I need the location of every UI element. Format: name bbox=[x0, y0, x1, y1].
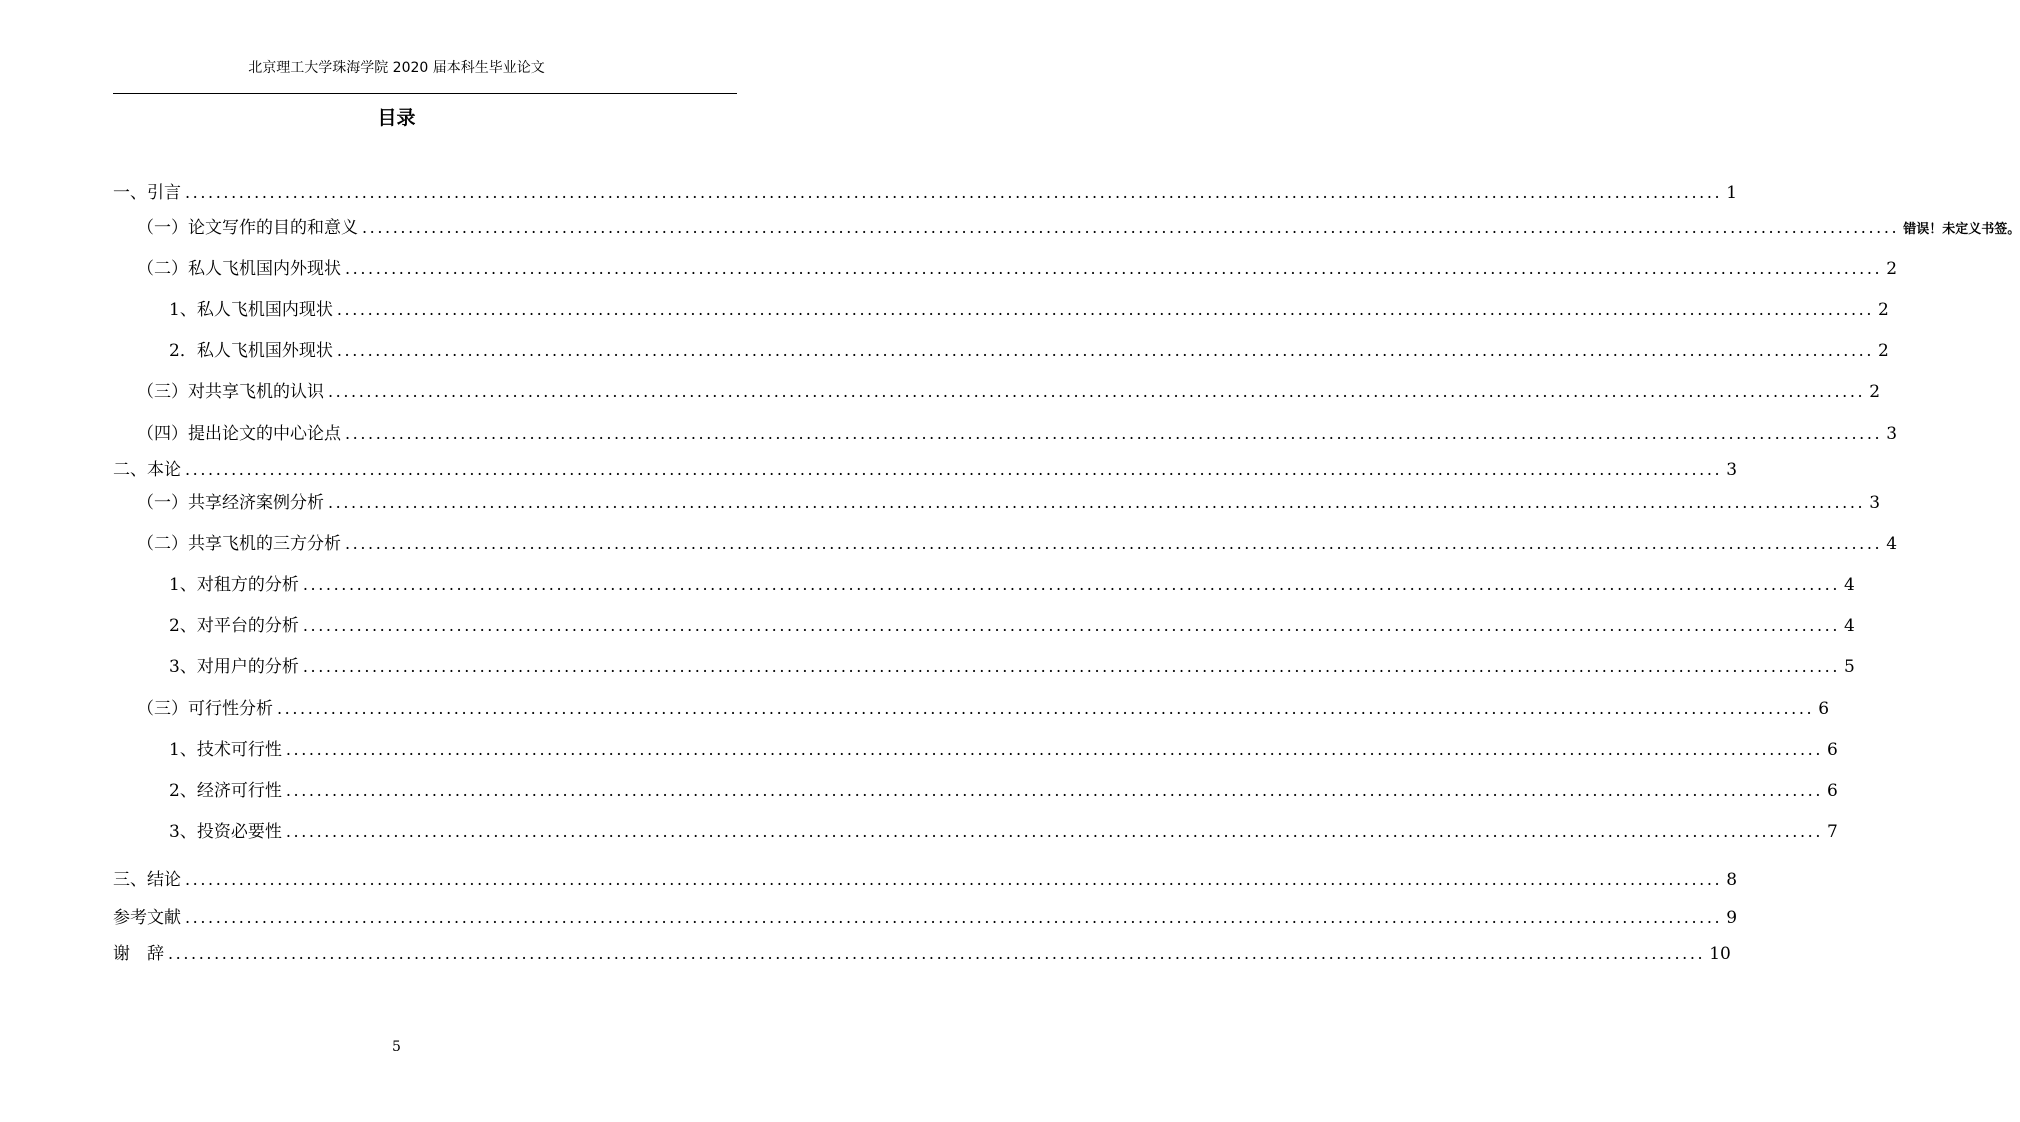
toc-dot-leader: ........................................................................................................................................................................................................ bbox=[302, 575, 1841, 594]
toc-entry[interactable] bbox=[169, 654, 1855, 680]
toc-dot-leader: ........................................................................................................................................................................................................ bbox=[328, 382, 1866, 401]
toc-entry-label: 1、技术可行性 bbox=[169, 740, 282, 760]
toc-entry-label: （二）共享飞机的三方分析 bbox=[137, 534, 341, 554]
toc-title: 目录 bbox=[377, 107, 416, 129]
toc-entry-page: 4 bbox=[1844, 575, 1855, 595]
toc-entry-page: 2 bbox=[1886, 259, 1898, 279]
toc-entry[interactable] bbox=[137, 379, 1881, 405]
toc-entry-page: 10 bbox=[1709, 944, 1731, 964]
toc-entry[interactable] bbox=[113, 457, 1738, 483]
page-header: 北京理工大学珠海学院 2020 届本科生毕业论文 bbox=[248, 60, 545, 76]
toc-entry-page: 3 bbox=[1886, 424, 1898, 444]
toc-entry-label: 1、私人飞机国内现状 bbox=[169, 300, 333, 320]
toc-entry-label: 一、引言 bbox=[113, 183, 181, 203]
toc-dot-leader: ........................................................................................................................................................................................................ bbox=[277, 699, 1815, 718]
toc-dot-leader: ........................................................................................................................................................................................................ bbox=[185, 870, 1723, 889]
toc-entry-page: 2 bbox=[1869, 382, 1881, 402]
toc-dot-leader: ........................................................................................................................................................................................................ bbox=[336, 341, 1875, 360]
toc-entry-page: 7 bbox=[1827, 822, 1838, 842]
toc-entry-label: 谢 辞 bbox=[113, 944, 164, 964]
toc-dot-leader: ........................................................................................................................................................................................................ bbox=[168, 944, 1706, 963]
toc-entry-label: 2、对平台的分析 bbox=[169, 616, 299, 636]
toc-entry[interactable] bbox=[113, 905, 1738, 931]
toc-entry[interactable] bbox=[137, 256, 1898, 282]
toc-entry-label: 2．私人飞机国外现状 bbox=[169, 341, 333, 361]
toc-entry-page: 5 bbox=[1844, 657, 1855, 677]
toc-entry[interactable] bbox=[169, 819, 1838, 845]
toc-dot-leader: ........................................................................................................................................................................................................ bbox=[345, 424, 1883, 443]
toc-entry-page: 3 bbox=[1869, 493, 1881, 513]
toc-entry-label: 二、本论 bbox=[113, 460, 181, 480]
toc-dot-leader: ........................................................................................................................................................................................................ bbox=[285, 740, 1824, 759]
toc-entry-label: 3、对用户的分析 bbox=[169, 657, 299, 677]
toc-entry-label: （三）对共享飞机的认识 bbox=[137, 382, 324, 402]
toc-entry-page: 6 bbox=[1818, 699, 1830, 719]
toc-entry-page: 1 bbox=[1726, 183, 1738, 203]
toc-entry[interactable] bbox=[169, 297, 1889, 323]
toc-entry[interactable] bbox=[113, 867, 1738, 893]
toc-entry[interactable] bbox=[169, 737, 1838, 763]
toc-entry-page: 4 bbox=[1844, 616, 1855, 636]
toc-entry-error: 错误！未定义书签。 bbox=[1903, 222, 2020, 237]
toc-dot-leader: ........................................................................................................................................................................................................ bbox=[285, 822, 1824, 841]
toc-dot-leader: ........................................................................................................................................................................................................ bbox=[345, 534, 1883, 553]
toc-entry[interactable] bbox=[113, 180, 1738, 206]
toc-entry-label: 3、投资必要性 bbox=[169, 822, 282, 842]
toc-entry-page: 3 bbox=[1726, 460, 1738, 480]
toc-dot-leader: ........................................................................................................................................................................................................ bbox=[328, 493, 1866, 512]
toc-entry[interactable] bbox=[169, 778, 1838, 804]
toc-entry-label: （四）提出论文的中心论点 bbox=[137, 424, 341, 444]
toc-entry-page: 2 bbox=[1878, 300, 1889, 320]
toc-entry-label: 参考文献 bbox=[113, 908, 181, 928]
toc-entry[interactable] bbox=[137, 531, 1898, 557]
toc-dot-leader: ........................................................................................................................................................................................................ bbox=[336, 300, 1875, 319]
toc-dot-leader: ........................................................................................................................................................................................................ bbox=[285, 781, 1824, 800]
toc-entry-page: 8 bbox=[1726, 870, 1738, 890]
toc-entry[interactable] bbox=[137, 696, 1830, 722]
toc-entry-label: （一）论文写作的目的和意义 bbox=[137, 218, 358, 238]
toc-entry[interactable] bbox=[137, 421, 1898, 447]
toc-entry[interactable] bbox=[169, 338, 1889, 364]
toc-entry-label: 三、结论 bbox=[113, 870, 181, 890]
toc-entry-page: 9 bbox=[1726, 908, 1738, 928]
toc-dot-leader: ........................................................................................................................................................................................................ bbox=[185, 908, 1723, 927]
toc-entry[interactable] bbox=[169, 572, 1855, 598]
toc-dot-leader: ........................................................................................................................................................................................................ bbox=[185, 460, 1723, 479]
page-number: 5 bbox=[392, 1039, 401, 1055]
toc-dot-leader: ........................................................................................................................................................................................................ bbox=[302, 657, 1841, 676]
toc-entry-label: 1、对租方的分析 bbox=[169, 575, 299, 595]
toc-entry-label: （二）私人飞机国内外现状 bbox=[137, 259, 341, 279]
toc-entry-page: 6 bbox=[1827, 781, 1838, 801]
toc-entry-page: 2 bbox=[1878, 341, 1889, 361]
toc-entry-label: 2、经济可行性 bbox=[169, 781, 282, 801]
toc-dot-leader: ........................................................................................................................................................................................................ bbox=[302, 616, 1841, 635]
toc-entry-label: （三）可行性分析 bbox=[137, 699, 273, 719]
toc-entry[interactable] bbox=[169, 613, 1855, 639]
toc-entry-label: （一）共享经济案例分析 bbox=[137, 493, 324, 513]
toc-dot-leader: ........................................................................................................................................................................................................ bbox=[185, 183, 1723, 202]
toc-dot-leader: ........................................................................................................................................................................................................ bbox=[345, 259, 1883, 278]
toc-entry-page: 6 bbox=[1827, 740, 1838, 760]
toc-entry[interactable] bbox=[113, 941, 1731, 967]
toc-entry-page: 4 bbox=[1886, 534, 1898, 554]
toc-dot-leader: ........................................................................................................................................................................................................ bbox=[362, 218, 1900, 237]
toc-entry[interactable] bbox=[137, 215, 2020, 241]
toc-entry[interactable] bbox=[137, 490, 1881, 516]
